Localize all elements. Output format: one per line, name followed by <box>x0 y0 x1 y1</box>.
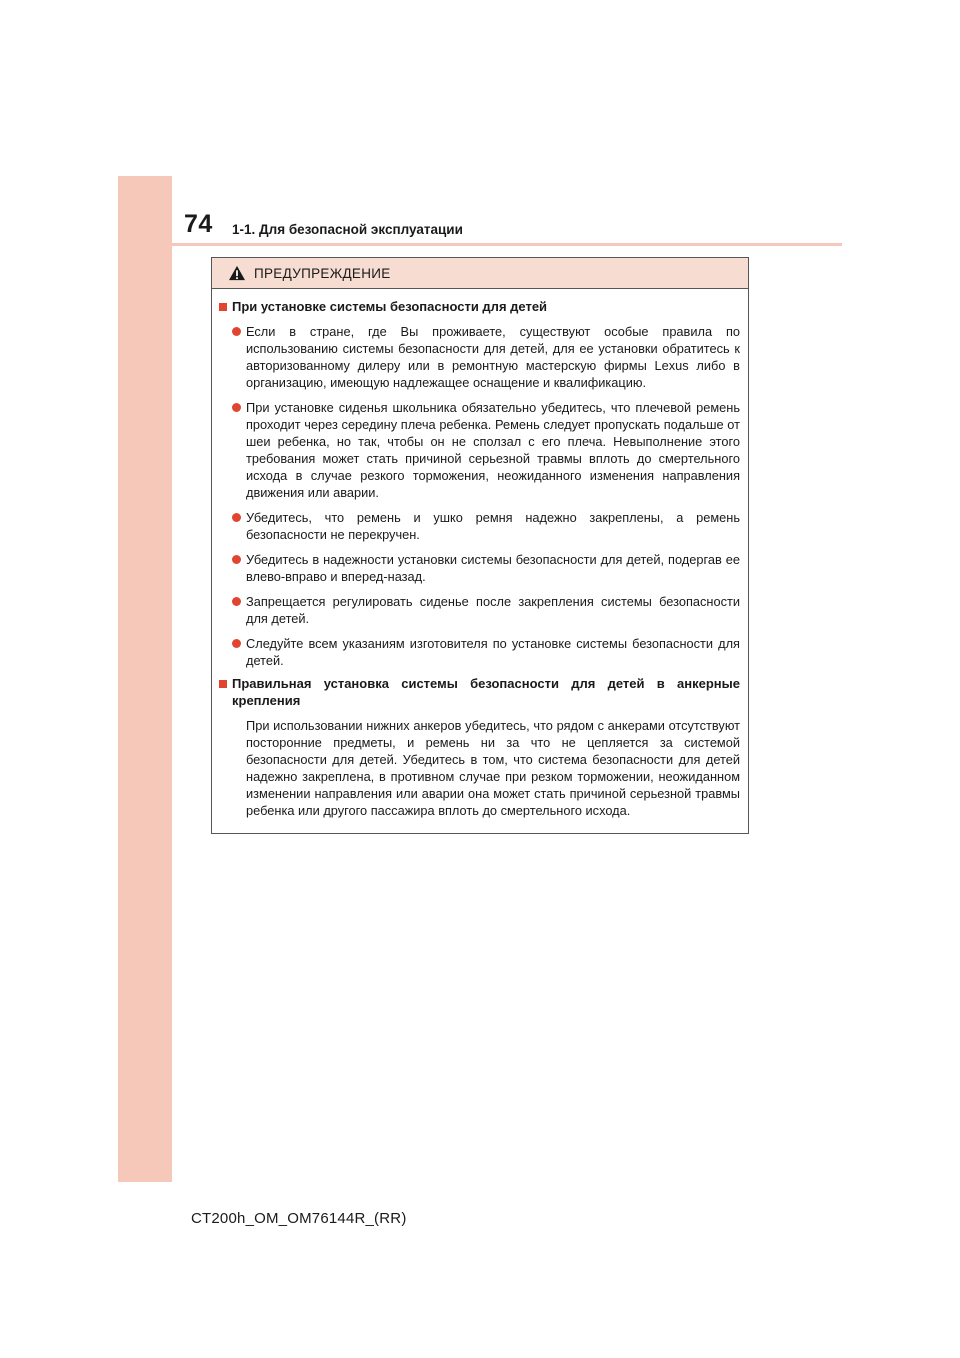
square-bullet-icon <box>219 680 227 688</box>
section-heading-text: При установке системы безопасности для детей <box>232 299 548 314</box>
bullet-text: Убедитесь, что ремень и ушко ремня надежно закреплены, а ремень безопасности не перекручен. <box>246 510 740 542</box>
bullet-item <box>219 551 740 585</box>
round-bullet-icon <box>232 639 241 648</box>
warning-box <box>211 257 749 834</box>
header-divider <box>172 243 842 246</box>
bullet-text: Убедитесь в надежности установки системы безопасности для детей, подергав ее влево-вправо и вперед-назад. <box>246 552 740 584</box>
bullet-item <box>219 593 740 627</box>
bullet-item <box>219 399 740 501</box>
bullet-item <box>219 635 740 669</box>
page-number: 74 <box>184 210 213 238</box>
bullet-text: Если в стране, где Вы проживаете, существуют особые правила по использованию системы безопасности для детей, для ее установки обратитесь к авторизованному дилеру или в ремонтную мастерскую фирмы Lexus либо в организацию, имеющую надлежащее оснащение и квалификацию. <box>246 324 740 390</box>
round-bullet-icon <box>232 597 241 606</box>
document-code: CT200h_OM_OM76144R_(RR) <box>191 1210 407 1227</box>
chapter-title: 1-1. Для безопасной эксплуатации <box>232 222 463 237</box>
bullet-text: При установке сиденья школьника обязательно убедитесь, что плечевой ремень проходит через середину плеча ребенка. Ремень следует пропускать подальше от шеи ребенка, но так, чтобы он не сползал с его плеча. Невыполнение этого требования может стать причиной серьезной травмы вплоть до смертельного исхода в случае резкого торможения, неожиданного изменения направления движения или аварии. <box>246 400 740 500</box>
bullet-item <box>219 323 740 391</box>
warning-body <box>212 289 748 819</box>
round-bullet-icon <box>232 555 241 564</box>
warning-header <box>212 258 748 289</box>
round-bullet-icon <box>232 403 241 412</box>
section-heading-text: Правильная установка системы безопасности для детей в анкерные крепления <box>232 676 740 708</box>
section-heading <box>219 298 740 315</box>
side-color-band <box>118 176 172 1182</box>
bullet-item <box>219 509 740 543</box>
round-bullet-icon <box>232 327 241 336</box>
round-bullet-icon <box>232 513 241 522</box>
warning-title: ПРЕДУПРЕЖДЕНИЕ <box>254 265 391 281</box>
bullet-text: Запрещается регулировать сиденье после закрепления системы безопасности для детей. <box>246 594 740 626</box>
section-heading <box>219 675 740 709</box>
warning-triangle-icon <box>228 265 246 281</box>
section-paragraph: При использовании нижних анкеров убедитесь, что рядом с анкерами отсутствуют посторонние предметы, и ремень ни за что не цепляется за системой безопасности для детей. Убедитесь в том, что система безопасности для детей надежно закреплена, в противном случае при резком торможении, неожиданном изменении направления или аварии она может стать причиной серьезной травмы ребенка или другого пассажира вплоть до смертельного исхода. <box>246 718 740 818</box>
bullet-text: Следуйте всем указаниям изготовителя по установке системы безопасности для детей. <box>246 636 740 668</box>
square-bullet-icon <box>219 303 227 311</box>
